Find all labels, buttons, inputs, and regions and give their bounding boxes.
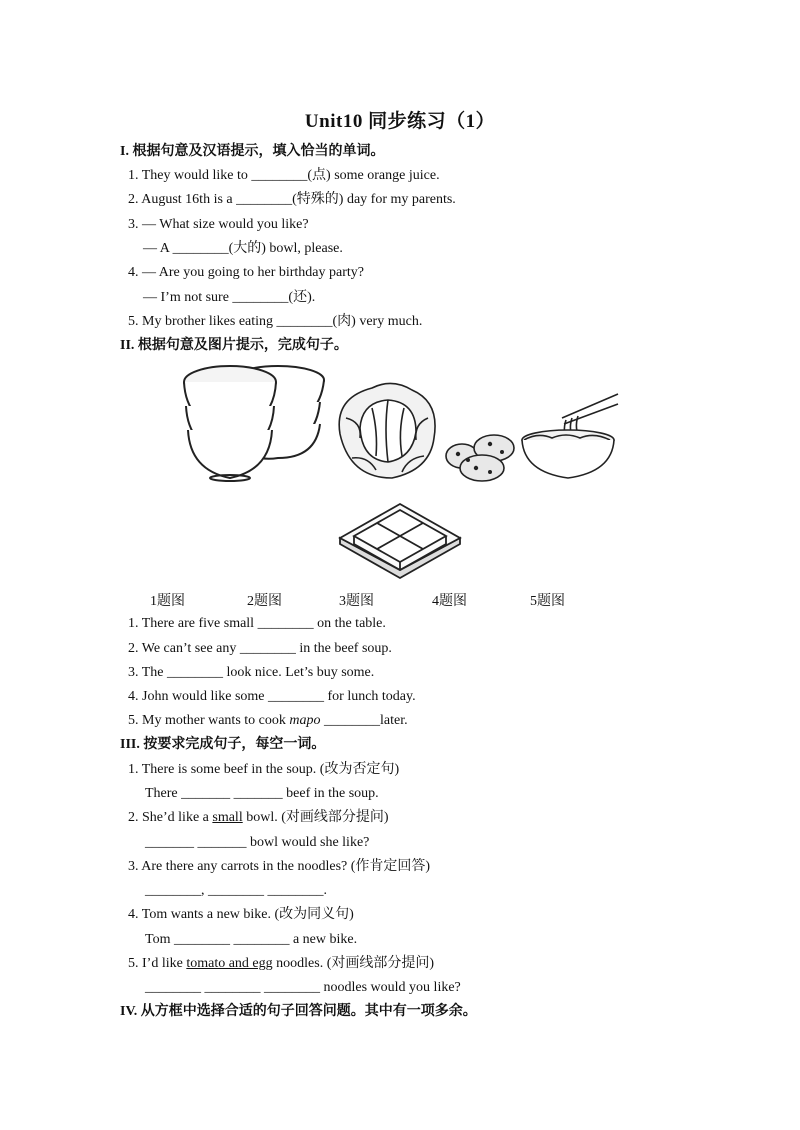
caption-4: 4题图 (432, 594, 467, 609)
s3-question-3: 3. Are there any carrots in the noodles? (作肯定回答) (128, 859, 431, 874)
s2-item-5: 5. My mother wants to cook mapo ________later. (128, 713, 408, 728)
caption-1: 1题图 (150, 594, 185, 609)
section-4-heading: IV. 从方框中选择合适的句子回答问题。其中有一项多余。 (120, 1004, 477, 1019)
noodle-bowl-image (518, 392, 620, 480)
section-2-heading: II. 根据句意及图片提示，完成句子。 (120, 338, 348, 353)
s1-item-2: 2. August 16th is a ________(特殊的) day for my parents. (128, 192, 456, 207)
potatoes-image (444, 430, 516, 484)
tofu-image (336, 500, 464, 580)
caption-5: 5题图 (530, 594, 565, 609)
s1-item-4: 4. — Are you going to her birthday party? (128, 265, 365, 280)
cabbage-image (332, 378, 442, 482)
s1-item-5: 5. My brother likes eating ________(肉) very much. (128, 314, 423, 329)
s3-question-1: 1. There is some beef in the soup. (改为否定句) (128, 762, 400, 777)
caption-2: 2题图 (247, 594, 282, 609)
page-title: Unit10 同步练习（1） (304, 111, 496, 132)
s3-answer-2: _______ _______ bowl would she like? (145, 835, 370, 850)
s3-answer-3: ________, ________ ________. (145, 883, 327, 898)
s1-item-1: 1. They would like to ________(点) some orange juice. (128, 168, 440, 183)
s1-item-4-answer: — I’m not sure ________(还). (143, 290, 316, 305)
s3-answer-1: There _______ _______ beef in the soup. (145, 786, 379, 801)
s1-item-3-answer: — A ________(大的) bowl, please. (143, 241, 343, 256)
s3-question-5: 5. I’d like tomato and egg noodles. (对画线部分提问) (128, 956, 435, 971)
section-3-heading: III. 按要求完成句子，每空一词。 (120, 737, 326, 752)
caption-3: 3题图 (339, 594, 374, 609)
s3-answer-5: ________ ________ ________ noodles would you like? (145, 980, 461, 995)
s3-question-2: 2. She’d like a small bowl. (对画线部分提问) (128, 810, 389, 825)
s2-item-2: 2. We can’t see any ________ in the beef soup. (128, 641, 392, 656)
s3-answer-4: Tom ________ ________ a new bike. (145, 932, 358, 947)
s2-item-4: 4. John would like some ________ for lunch today. (128, 689, 416, 704)
s3-question-4: 4. Tom wants a new bike. (改为同义句) (128, 907, 354, 922)
s1-item-3: 3. — What size would you like? (128, 217, 309, 232)
section-1-heading: I. 根据句意及汉语提示，填入恰当的单词。 (120, 144, 385, 159)
s2-item-3: 3. The ________ look nice. Let’s buy some. (128, 665, 375, 680)
s2-item-1: 1. There are five small ________ on the table. (128, 616, 386, 631)
stacked-bowls-image (180, 358, 328, 482)
